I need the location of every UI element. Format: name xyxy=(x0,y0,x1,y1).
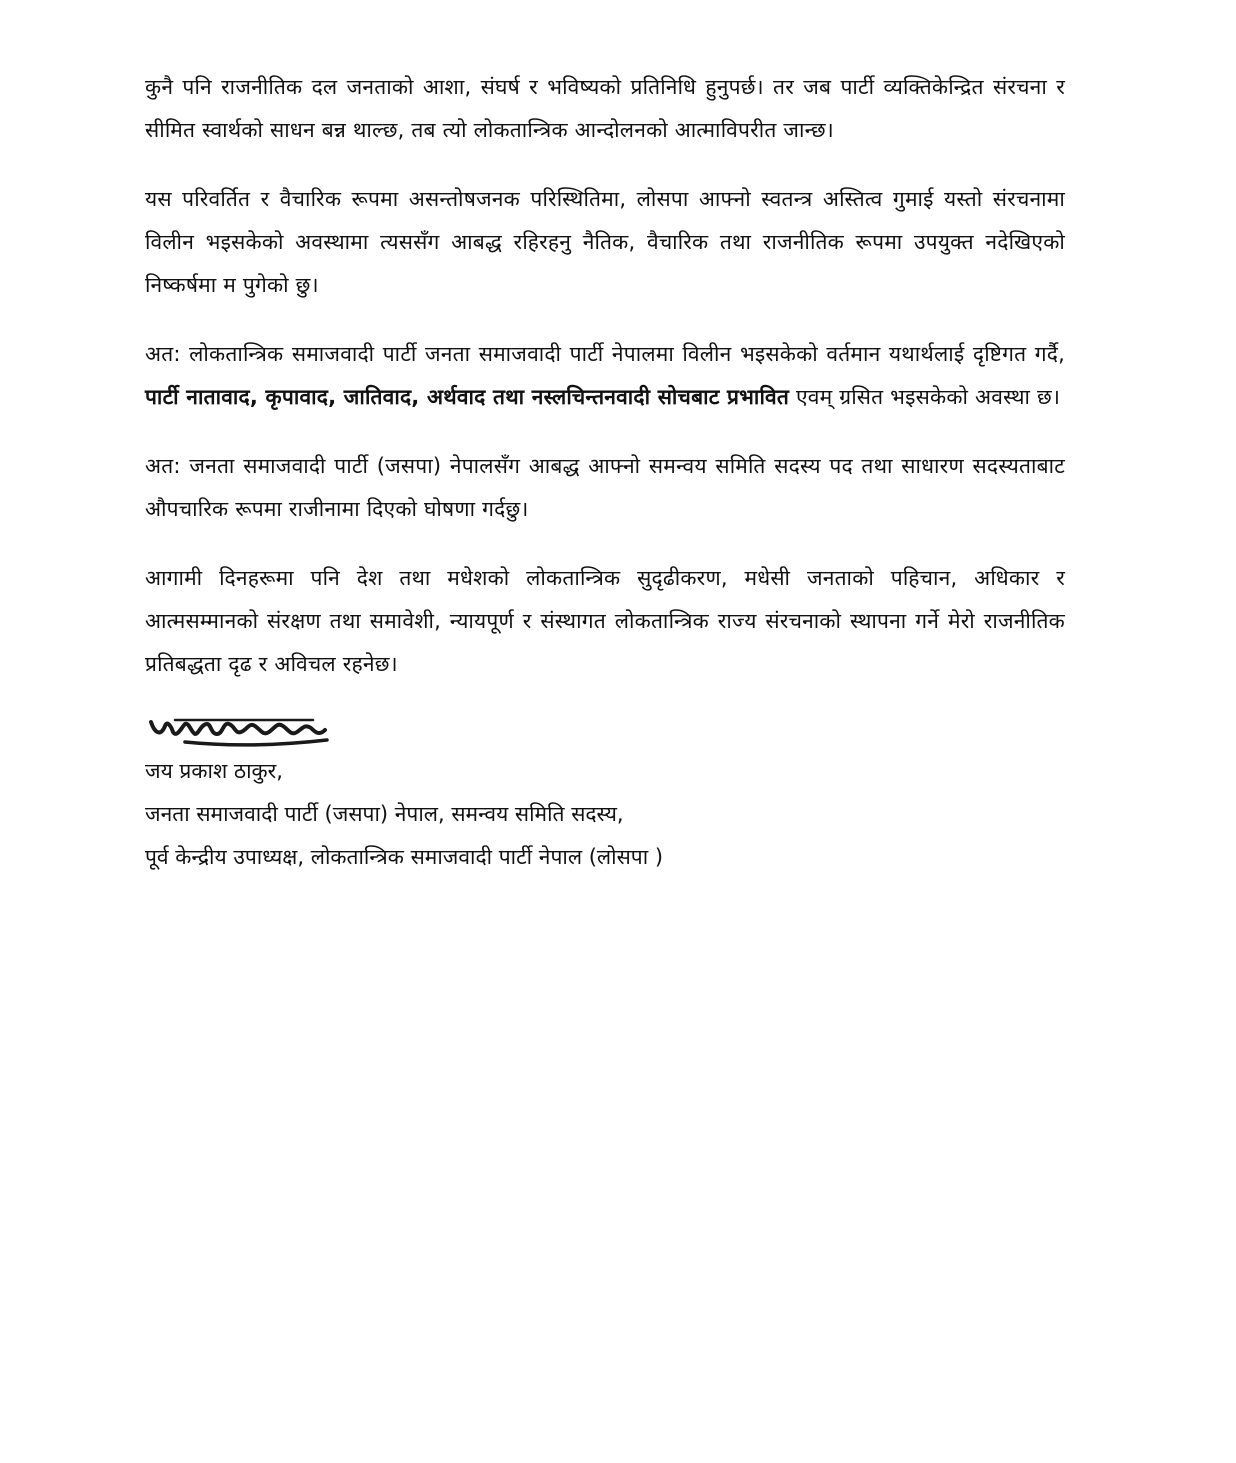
letter-body xyxy=(145,66,1065,879)
signatory-position-2: पूर्व केन्द्रीय उपाध्यक्ष, लोकतान्त्रिक समाजवादी पार्टी नेपाल (लोसपा ) xyxy=(145,845,664,869)
handwritten-signature xyxy=(145,712,335,750)
paragraph-2: यस परिवर्तित र वैचारिक रूपमा असन्तोषजनक परिस्थितिमा, लोसपा आफ्नो स्वतन्त्र अस्तित्व गुमाई यस्तो संरचनामा विलीन भइसकेको अवस्थामा त्यससँग आबद्ध रहिरहनु नैतिक, वैचारिक तथा राजनीतिक रूपमा उपयुक्त नदेखिएको निष्कर्षमा म पुगेको छु। xyxy=(145,187,1065,297)
paragraph-3-start: अत: लोकतान्त्रिक समाजवादी पार्टी जनता समाजवादी पार्टी नेपालमा विलीन भइसकेको वर्तमान यथार्थलाई दृष्टिगत गर्दै, xyxy=(145,342,1065,366)
signatory-position-1: जनता समाजवादी पार्टी (जसपा) नेपाल, समन्वय समिति सदस्य, xyxy=(145,802,624,826)
paragraph-3-end: एवम् ग्रसित भइसकेको अवस्था छ। xyxy=(795,385,1061,409)
paragraph-1: कुनै पनि राजनीतिक दल जनताको आशा, संघर्ष र भविष्यको प्रतिनिधि हुनुपर्छ। तर जब पार्टी व्यक्तिकेन्द्रित संरचना र सीमित स्वार्थको साधन बन्न थाल्छ, तब त्यो लोकतान्त्रिक आन्दोलनको आत्माविपरीत जान्छ। xyxy=(145,75,1065,142)
signatory-name: जय प्रकाश ठाकुर, xyxy=(145,759,283,783)
paragraph-3-bold: पार्टी नातावाद, कृपावाद, जातिवाद, अर्थवाद तथा नस्लचिन्तनवादी सोचबाट प्रभावित xyxy=(145,385,790,409)
paragraph-4: अत: जनता समाजवादी पार्टी (जसपा) नेपालसँग आबद्ध आफ्नो समन्वय समिति सदस्य पद तथा साधारण सदस्यताबाट औपचारिक रूपमा राजीनामा दिएको घोषणा गर्दछु। xyxy=(145,454,1065,521)
signatory-block xyxy=(145,750,1065,879)
paragraph-5: आगामी दिनहरूमा पनि देश तथा मधेशको लोकतान्त्रिक सुदृढीकरण, मधेसी जनताको पहिचान, अधिकार र आत्मसम्मानको संरक्षण तथा समावेशी, न्यायपूर्ण र संस्थागत लोकतान्त्रिक राज्य संरचनाको स्थापना गर्ने मेरो राजनीतिक प्रतिबद्धता दृढ र अविचल रहनेछ। xyxy=(145,566,1065,676)
paragraph-3 xyxy=(145,333,1065,419)
